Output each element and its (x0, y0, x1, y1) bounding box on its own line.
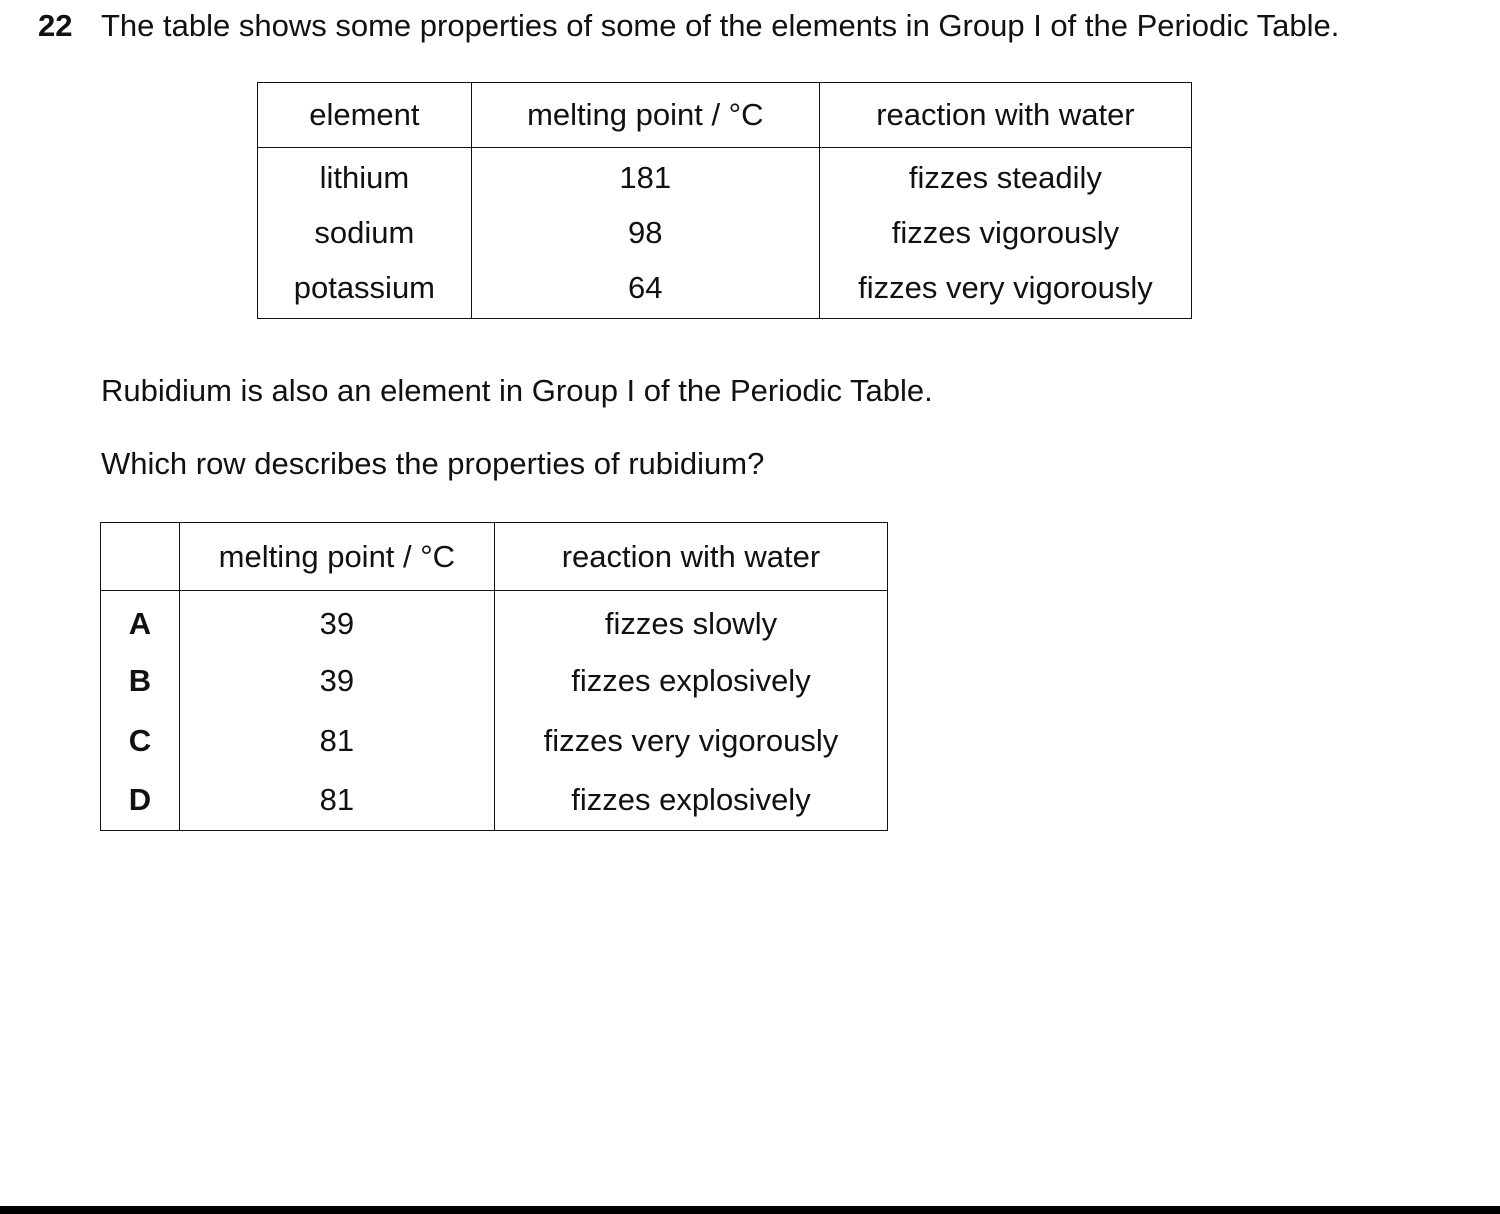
reaction-cell: fizzes vigorously (819, 205, 1191, 262)
page-footer-bar (0, 1206, 1500, 1214)
melting-point-cell: 181 (471, 148, 819, 205)
element-cell: potassium (293, 269, 436, 305)
table-row (258, 262, 1192, 319)
melting-point-cell: 39 (179, 651, 494, 711)
reaction-cell: fizzes explosively (494, 771, 887, 831)
answer-option-row[interactable] (101, 711, 888, 771)
reaction-cell: fizzes very vigorously (819, 262, 1191, 319)
melting-point-cell: 64 (471, 262, 819, 319)
option-letter: D (128, 782, 152, 818)
table-row (258, 205, 1192, 262)
answer-options-table (100, 522, 888, 831)
table-row (258, 148, 1192, 205)
melting-point-cell: 81 (179, 711, 494, 771)
option-letter: C (128, 722, 152, 758)
column-header-option (101, 523, 180, 591)
answer-option-row[interactable] (101, 771, 888, 831)
column-header-reaction: reaction with water (819, 83, 1191, 148)
option-letter: B (128, 662, 152, 698)
answer-option-row[interactable] (101, 651, 888, 711)
question-prompt: Which row describes the properties of rubidium? (101, 446, 765, 481)
column-header-melting-point: melting point / °C (179, 523, 494, 591)
group1-properties-table (257, 82, 1192, 319)
reaction-cell: fizzes explosively (494, 651, 887, 711)
table-header-row (258, 83, 1192, 148)
answer-option-row[interactable] (101, 591, 888, 651)
melting-point-cell: 39 (179, 591, 494, 651)
reaction-cell: fizzes very vigorously (494, 711, 887, 771)
reaction-cell: fizzes steadily (819, 148, 1191, 205)
rubidium-statement: Rubidium is also an element in Group I of the Periodic Table. (101, 373, 933, 408)
element-cell: lithium (319, 160, 410, 196)
column-header-reaction: reaction with water (494, 523, 887, 591)
column-header-melting-point: melting point / °C (471, 83, 819, 148)
question-number: 22 (38, 8, 73, 43)
melting-point-cell: 98 (471, 205, 819, 262)
reaction-cell: fizzes slowly (494, 591, 887, 651)
option-letter: A (128, 605, 152, 641)
column-header-element: element (258, 83, 472, 148)
element-cell: sodium (314, 215, 415, 250)
table-header-row (101, 523, 888, 591)
melting-point-cell: 81 (179, 771, 494, 831)
question-intro: The table shows some properties of some of the elements in Group I of the Periodic Table. (101, 8, 1340, 43)
